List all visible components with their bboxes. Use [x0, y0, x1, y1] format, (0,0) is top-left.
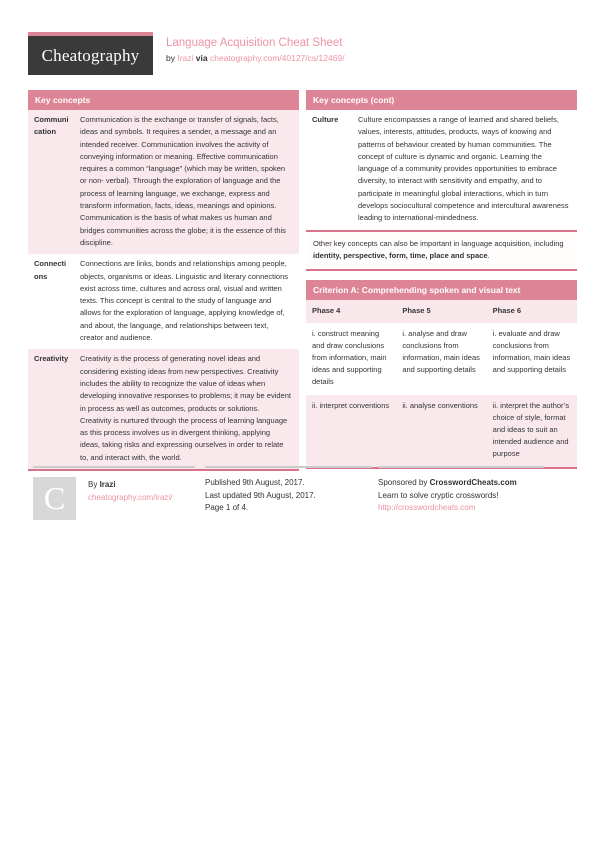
key-concepts-note: [306, 232, 577, 272]
term-cell: Culture: [312, 115, 339, 124]
table-row: [306, 395, 577, 468]
sponsored-by-label: Sponsored by: [378, 478, 430, 487]
definition-cell: Culture encompasses a range of learned and shared beliefs, values, interests, attitudes, products, ways of knowing and patterns of behaviour created by human communities. The concept of culture is dynamic and organic. Learning the language of a community provides opportunities to embrace diversity, to interact with sensitivity and empathy, and to participate in meaningful global interactions, which in turn develops sociocultural competence and intercultural awareness leading to international-mindedness.: [358, 115, 569, 223]
note-suffix: .: [487, 250, 490, 260]
table-cell: ii. interpret conventions: [306, 395, 396, 468]
right-column: [306, 90, 577, 469]
table-row: [28, 110, 299, 254]
column-header-phase-4: Phase 4: [306, 300, 396, 323]
footer-by-label: By: [88, 480, 98, 489]
definition-cell: Communication is the exchange or transfer of signals, facts, ideas and symbols. It requires a sender, a message and an intended receiver. Communication involves the activity of conveying information or meaning. Effective communication requires a common “language” (which may be written, spoken or non- verbal). Through the exploration of language and the process of learning language, we exchange, express and transform information, facts, ideas, meanings and opinions. Communication is the basis of what makes us human and bridges communities across the globe; it is the essence of this discipline.: [80, 115, 286, 247]
avatar-letter: C: [43, 480, 66, 517]
table-row: [306, 110, 577, 230]
table-cell: ii. analyse conventions: [396, 395, 486, 468]
criterion-a-section: [306, 280, 577, 469]
footer-sponsor-column: [378, 466, 544, 515]
table-row: [28, 349, 299, 469]
table-row: [306, 323, 577, 395]
definition-cell: Connections are links, bonds and relationships among people, objects, organisms or ideas. Linguistic and literary connections exist across time, cultures and across oral, visual and written texts. This concept is central to the study of language and allows for the exploration of language, applying knowledge of, and about, the language, and relationships between text, creator and audience.: [80, 259, 289, 343]
footer-author-name: Irazi: [99, 480, 116, 489]
published-date: Published 9th August, 2017.: [205, 478, 305, 487]
table-row: [28, 254, 299, 349]
header-titles: [166, 37, 345, 63]
author-link[interactable]: Irazi: [177, 53, 194, 63]
key-concepts-cont-table: [306, 110, 577, 232]
table-header-row: [306, 300, 577, 323]
sponsor-tagline: Learn to solve cryptic crosswords!: [378, 490, 499, 500]
note-text: Other key concepts can also be important in language acquisition, including: [313, 238, 564, 248]
page-number: Page 1 of 4.: [205, 503, 249, 512]
definition-cell: Creativity is the process of generating novel ideas and considering existing ideas from new perspectives. Creativity includes the ability to recognize the value of ideas when developing innovative responses to problems; it may be evident in process as well as outcomes, products or solutions. Creativity is nurtured through the process of learning language as this process involves us in divergent thinking, applying ideas, taking risks and expressing ourselves in order to relate to, and interact with, the world.: [80, 354, 291, 462]
table-cell: i. evaluate and draw conclusions from information, main ideas and supporting details: [492, 329, 571, 375]
footer-author-column: [33, 466, 195, 520]
criterion-a-table: [306, 300, 577, 469]
term-cell: Creativity: [34, 354, 69, 364]
cheatography-logo[interactable]: [28, 32, 153, 75]
note-bold-text: identity, perspective, form, time, place and space: [313, 250, 488, 260]
key-concepts-table: [28, 110, 299, 471]
avatar[interactable]: [33, 477, 76, 520]
table-cell: i. construct meaning and draw conclusions from information, main ideas and supporting details: [312, 329, 387, 387]
byline-by-label: by: [166, 53, 175, 63]
term-cell: Connections: [34, 259, 67, 281]
sheet-url-link[interactable]: cheatography.com/40127/cs/12469/: [210, 53, 345, 63]
term-cell: Communication: [34, 115, 69, 137]
section-header-key-concepts-cont: Key concepts (cont): [306, 90, 577, 110]
logo-text: Cheatography: [41, 45, 140, 65]
sponsor-url-link[interactable]: http://crosswordcheats.com: [378, 503, 476, 512]
section-header-criterion-a: Criterion A: Comprehending spoken and visual text: [306, 280, 577, 300]
table-cell: ii. interpret the author’s choice of style, format and ideas to suit an intended audience and purpose: [487, 395, 577, 468]
page-title: Language Acquisition Cheat Sheet: [166, 37, 343, 49]
byline-via-label: via: [195, 53, 208, 63]
left-column: [28, 90, 299, 471]
footer-publish-column: [205, 466, 372, 515]
column-header-phase-6: Phase 6: [487, 300, 577, 323]
footer-author-info: [88, 477, 172, 520]
column-header-phase-5: Phase 5: [396, 300, 486, 323]
section-header-key-concepts: Key concepts: [28, 90, 299, 110]
byline: [166, 53, 345, 63]
footer-author-profile-link[interactable]: cheatography.com/irazi/: [88, 492, 173, 502]
sponsor-name: CrosswordCheats.com: [429, 478, 517, 487]
table-cell: i. analyse and draw conclusions from information, main ideas and supporting details: [402, 329, 480, 375]
last-updated-date: Last updated 9th August, 2017.: [205, 490, 316, 500]
